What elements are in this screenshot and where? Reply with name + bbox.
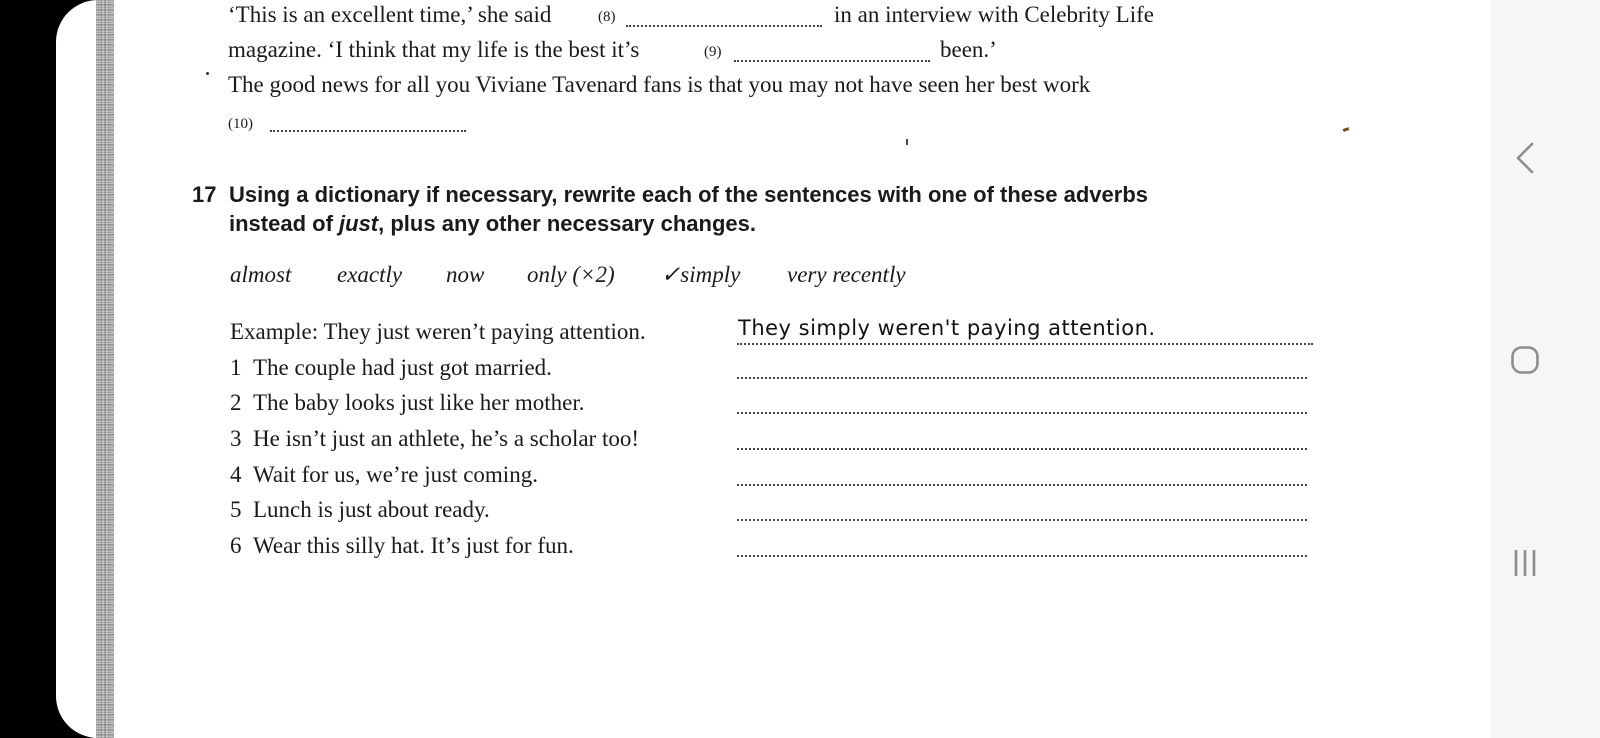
gap-number-9: (9) [704, 44, 722, 60]
passage-line-2a: magazine. ‘I think that my life is the best it’s [228, 37, 640, 62]
passage-line-1a: ‘This is an excellent time,’ she said [228, 2, 552, 27]
sentence-6-number: 6 [230, 533, 242, 558]
sentence-5-text: Lunch is just about ready. [253, 497, 490, 522]
sentence-4-number: 4 [230, 462, 242, 487]
exercise-instruction-1: Using a dictionary if necessary, rewrite each of the sentences with one of these adverbs [229, 182, 1149, 207]
chevron-left-icon [1514, 142, 1536, 174]
exercise-instruction-2 [229, 211, 756, 237]
answer-line-5[interactable] [737, 519, 1307, 521]
adverb-almost: almost [230, 262, 292, 287]
home-button[interactable] [1505, 342, 1545, 378]
sentence-1 [230, 355, 552, 381]
sentence-1-number: 1 [230, 355, 242, 380]
sentence-6 [230, 533, 574, 559]
sentence-4-text: Wait for us, we’re just coming. [253, 462, 538, 487]
sentence-2-text: The baby looks just like her mother. [253, 390, 585, 415]
sentence-6-text: Wear this silly hat. It’s just for fun. [253, 533, 574, 558]
passage-line-3: The good news for all you Viviane Tavenard fans is that you may not have seen her best work [228, 72, 1091, 97]
adverb-now: now [446, 262, 485, 287]
answer-line-4[interactable] [737, 484, 1307, 486]
sentence-5 [230, 497, 490, 523]
scan-speck [206, 72, 209, 75]
navigation-bar-edge [1482, 0, 1490, 738]
sentence-5-number: 5 [230, 497, 242, 522]
recents-bars-icon [1512, 548, 1538, 578]
scan-speck [906, 139, 908, 145]
adverb-simply: ✓simply [661, 262, 741, 287]
adverb-only: only (×2) [527, 262, 615, 287]
screen-black-edge [0, 0, 60, 738]
answer-line-2[interactable] [737, 412, 1307, 414]
home-square-icon [1510, 345, 1540, 375]
gap-9-line [734, 60, 930, 62]
recents-button[interactable] [1505, 545, 1545, 581]
gap-8-line [626, 25, 822, 27]
instruction-emphasis: just [339, 211, 379, 236]
example-sentence: Example: They just weren’t paying attention. [230, 319, 646, 344]
passage-line-1b: in an interview with Celebrity Life [834, 2, 1154, 27]
gap-10-line [270, 130, 466, 132]
instruction-pre: instead of [229, 211, 340, 236]
sentence-2-number: 2 [230, 390, 242, 415]
example-answer-line [737, 343, 1313, 345]
example-handwritten-answer: They simply weren't paying attention. [738, 316, 1156, 340]
answer-line-6[interactable] [737, 555, 1307, 557]
gap-number-8: (8) [598, 9, 616, 25]
exercise-number: 17 [192, 182, 217, 207]
instruction-post: , plus any other necessary changes. [378, 211, 756, 236]
adverb-exactly: exactly [337, 262, 403, 287]
sentence-3-number: 3 [230, 426, 242, 451]
page-binding-edge [96, 0, 114, 738]
answer-line-1[interactable] [737, 377, 1307, 379]
passage-line-2b: been.’ [940, 37, 997, 62]
sentence-4 [230, 462, 538, 488]
sentence-3-text: He isn’t just an athlete, he’s a scholar too! [253, 426, 640, 451]
back-button[interactable] [1505, 140, 1545, 176]
adverb-very-recently: very recently [787, 262, 906, 287]
sentence-3 [230, 426, 639, 452]
gap-number-10: (10) [228, 116, 253, 132]
sentence-1-text: The couple had just got married. [253, 355, 552, 380]
answer-line-3[interactable] [737, 448, 1307, 450]
sentence-2 [230, 390, 585, 416]
